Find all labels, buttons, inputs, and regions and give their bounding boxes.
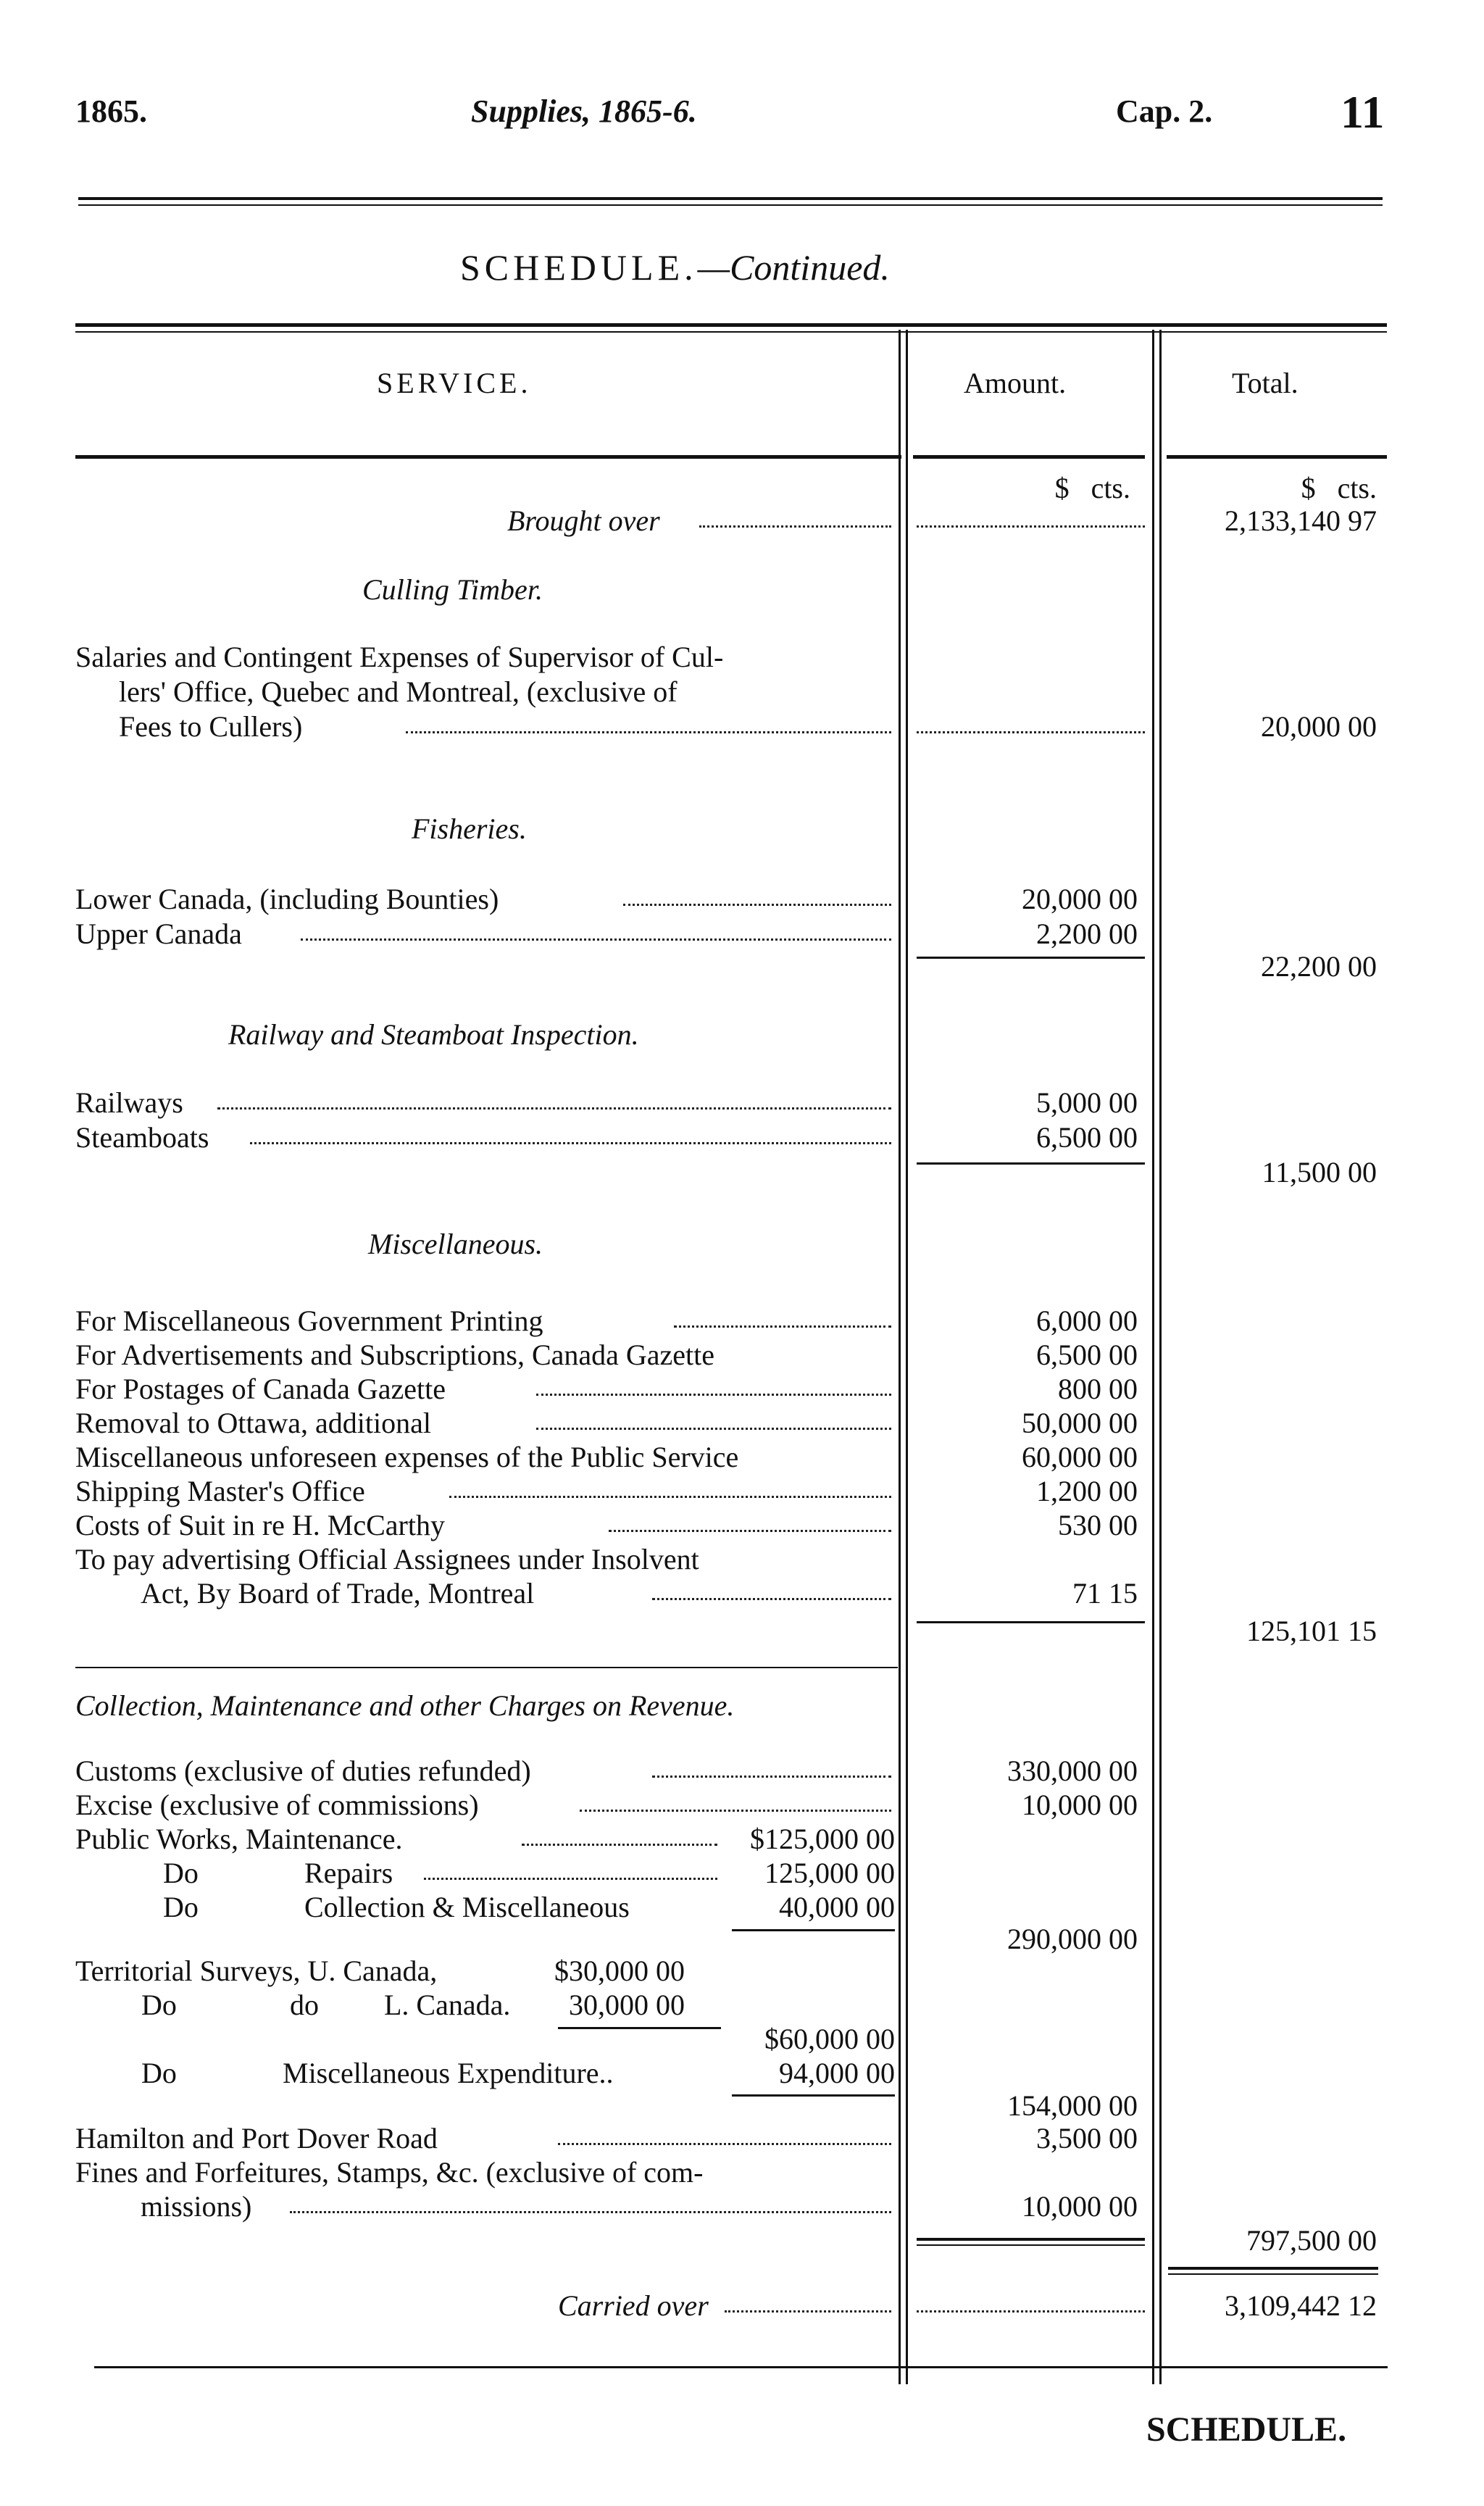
surveys-do: Do — [141, 2057, 177, 2089]
leader-dots — [217, 1107, 891, 1110]
public-works-repairs-label: Repairs — [304, 1857, 393, 1889]
fines-line-2: missions) — [141, 2190, 252, 2223]
leader-dots — [917, 525, 1145, 528]
misc-item-label: For Advertisements and Subscriptions, Canada Gazette — [75, 1339, 715, 1371]
leader-dots — [623, 904, 891, 906]
misc-item-amount: 1,200 00 — [1036, 1475, 1138, 1507]
header-year: 1865. — [75, 93, 147, 129]
excise-amount: 10,000 00 — [1022, 1789, 1138, 1821]
sum-rule — [917, 1621, 1145, 1623]
public-works-maintenance: $125,000 00 — [750, 1823, 895, 1855]
surveys-subtotal: $60,000 00 — [764, 2023, 895, 2055]
sum-rule — [917, 2238, 1145, 2241]
leader-dots — [652, 1598, 891, 1600]
catchword: SCHEDULE. — [1146, 2410, 1347, 2449]
column-divider — [1152, 330, 1154, 2384]
schedule-title: SCHEDULE.—Continued. — [460, 247, 890, 288]
leader-dots — [301, 938, 891, 941]
surveys-lower: 30,000 00 — [569, 1989, 685, 2021]
culling-line-3: Fees to Cullers) — [119, 710, 303, 743]
column-divider — [899, 330, 901, 2384]
section-heading-culling: Culling Timber. — [362, 573, 543, 606]
fines-amount: 10,000 00 — [1022, 2190, 1138, 2223]
culling-line-1: Salaries and Contingent Expenses of Supervisor of Cul- — [75, 641, 724, 673]
table-top-rule-2 — [75, 331, 1387, 333]
section-heading-collection: Collection, Maintenance and other Charges on Revenue. — [75, 1689, 735, 1722]
leader-dots — [674, 1325, 891, 1328]
surveys-upper: $30,000 00 — [554, 1955, 685, 1987]
public-works-do: Do — [163, 1857, 199, 1889]
misc-item-label: Removal to Ottawa, additional — [75, 1407, 431, 1439]
table-top-rule — [75, 323, 1387, 327]
carried-over-total: 3,109,442 12 — [1225, 2289, 1377, 2322]
public-works-repairs: 125,000 00 — [764, 1857, 895, 1889]
misc-assignees-line-1: To pay advertising Official Assignees under Insolvent — [75, 1543, 699, 1575]
railway-item-amount: 5,000 00 — [1036, 1086, 1138, 1119]
surveys-do: Do — [141, 1989, 177, 2021]
leader-dots — [609, 1530, 891, 1532]
culling-total: 20,000 00 — [1261, 710, 1377, 743]
leader-dots — [424, 1878, 717, 1880]
leader-dots — [522, 1844, 717, 1846]
customs-amount: 330,000 00 — [1007, 1754, 1138, 1787]
leader-dots — [290, 2211, 891, 2213]
misc-item-amount: 6,000 00 — [1036, 1304, 1138, 1337]
sum-rule — [732, 1929, 895, 1931]
misc-item-label: For Miscellaneous Government Printing — [75, 1304, 543, 1337]
sum-rule — [917, 957, 1145, 959]
sum-rule — [1168, 2267, 1378, 2270]
surveys-misc-label: Miscellaneous Expenditure.. — [283, 2057, 614, 2089]
excise-label: Excise (exclusive of commissions) — [75, 1789, 479, 1821]
hamilton-label: Hamilton and Port Dover Road — [75, 2122, 438, 2155]
fisheries-total: 22,200 00 — [1261, 950, 1377, 983]
page-number: 11 — [1341, 86, 1385, 138]
misc-item-amount: 800 00 — [1058, 1373, 1138, 1405]
surveys-label: Territorial Surveys, U. Canada, — [75, 1955, 438, 1987]
amount-units: $ cts. — [1054, 472, 1130, 504]
heading-rule — [75, 455, 901, 459]
misc-total: 125,101 15 — [1246, 1615, 1377, 1647]
leader-dots — [917, 731, 1145, 733]
carried-over-label: Carried over — [558, 2289, 709, 2322]
public-works-collection: 40,000 00 — [779, 1891, 895, 1923]
leader-dots — [652, 1776, 891, 1778]
fisheries-item-label: Lower Canada, (including Bounties) — [75, 883, 499, 915]
sum-rule — [732, 2094, 895, 2097]
misc-item-label: Costs of Suit in re H. McCarthy — [75, 1509, 445, 1541]
leader-dots — [558, 2143, 891, 2145]
culling-line-2: lers' Office, Quebec and Montreal, (exclusive of — [119, 675, 678, 708]
sum-rule — [1168, 2273, 1378, 2275]
customs-label: Customs (exclusive of duties refunded) — [75, 1754, 531, 1787]
leader-dots — [406, 731, 891, 733]
section-heading-misc: Miscellaneous. — [368, 1228, 543, 1260]
misc-item-amount: 530 00 — [1058, 1509, 1138, 1541]
section-rule — [75, 1667, 898, 1668]
railway-item-label: Railways — [75, 1086, 183, 1119]
section-heading-railway: Railway and Steamboat Inspection. — [228, 1018, 639, 1051]
public-works-collection-label: Collection & Miscellaneous — [304, 1891, 630, 1923]
header-rule — [78, 197, 1383, 200]
column-header-total: Total. — [1232, 367, 1298, 399]
section-heading-fisheries: Fisheries. — [412, 812, 527, 845]
sum-rule — [558, 2027, 721, 2029]
sum-rule — [917, 2244, 1145, 2246]
fisheries-item-label: Upper Canada — [75, 917, 242, 950]
sum-rule — [917, 1162, 1145, 1165]
fisheries-item-amount: 20,000 00 — [1022, 883, 1138, 915]
public-works-do: Do — [163, 1891, 199, 1923]
leader-dots — [536, 1428, 891, 1430]
heading-rule — [913, 455, 1145, 459]
leader-dots — [580, 1810, 891, 1812]
misc-item-label: Shipping Master's Office — [75, 1475, 365, 1507]
header-chapter: Cap. 2. — [1116, 93, 1213, 129]
misc-assignees-amount: 71 15 — [1072, 1577, 1138, 1610]
hamilton-amount: 3,500 00 — [1036, 2122, 1138, 2155]
collection-total: 797,500 00 — [1246, 2224, 1377, 2257]
column-divider — [1159, 330, 1162, 2384]
fines-line-1: Fines and Forfeitures, Stamps, &c. (exclusive of com- — [75, 2156, 704, 2189]
surveys-misc: 94,000 00 — [779, 2057, 895, 2089]
surveys-do-lower: do — [290, 1989, 319, 2021]
total-units: $ cts. — [1301, 472, 1377, 504]
surveys-amount: 154,000 00 — [1007, 2089, 1138, 2122]
brought-over-label: Brought over — [507, 504, 660, 537]
brought-over-total: 2,133,140 97 — [1225, 504, 1377, 537]
railway-total: 11,500 00 — [1262, 1156, 1377, 1189]
misc-item-label: For Postages of Canada Gazette — [75, 1373, 446, 1405]
public-works-amount: 290,000 00 — [1007, 1923, 1138, 1955]
misc-assignees-line-2: Act, By Board of Trade, Montreal — [141, 1577, 535, 1610]
column-divider — [906, 330, 908, 2384]
column-header-service: SERVICE. — [377, 367, 532, 399]
leader-dots — [725, 2310, 891, 2313]
header-rule-2 — [78, 204, 1383, 206]
misc-item-label: Miscellaneous unforeseen expenses of the Public Service — [75, 1441, 739, 1473]
misc-item-amount: 50,000 00 — [1022, 1407, 1138, 1439]
leader-dots — [449, 1496, 891, 1498]
misc-item-amount: 6,500 00 — [1036, 1339, 1138, 1371]
heading-rule — [1167, 455, 1387, 459]
railway-item-label: Steamboats — [75, 1121, 209, 1154]
table-bottom-rule — [94, 2366, 1388, 2368]
header-title: Supplies, 1865-6. — [471, 93, 697, 129]
leader-dots — [536, 1394, 891, 1396]
railway-item-amount: 6,500 00 — [1036, 1121, 1138, 1154]
leader-dots — [917, 2310, 1145, 2313]
surveys-lower-label: L. Canada. — [384, 1989, 511, 2021]
leader-dots — [250, 1142, 891, 1144]
fisheries-item-amount: 2,200 00 — [1036, 917, 1138, 950]
misc-item-amount: 60,000 00 — [1022, 1441, 1138, 1473]
leader-dots — [699, 525, 891, 528]
column-header-amount: Amount. — [964, 367, 1067, 399]
public-works-label: Public Works, Maintenance. — [75, 1823, 403, 1855]
